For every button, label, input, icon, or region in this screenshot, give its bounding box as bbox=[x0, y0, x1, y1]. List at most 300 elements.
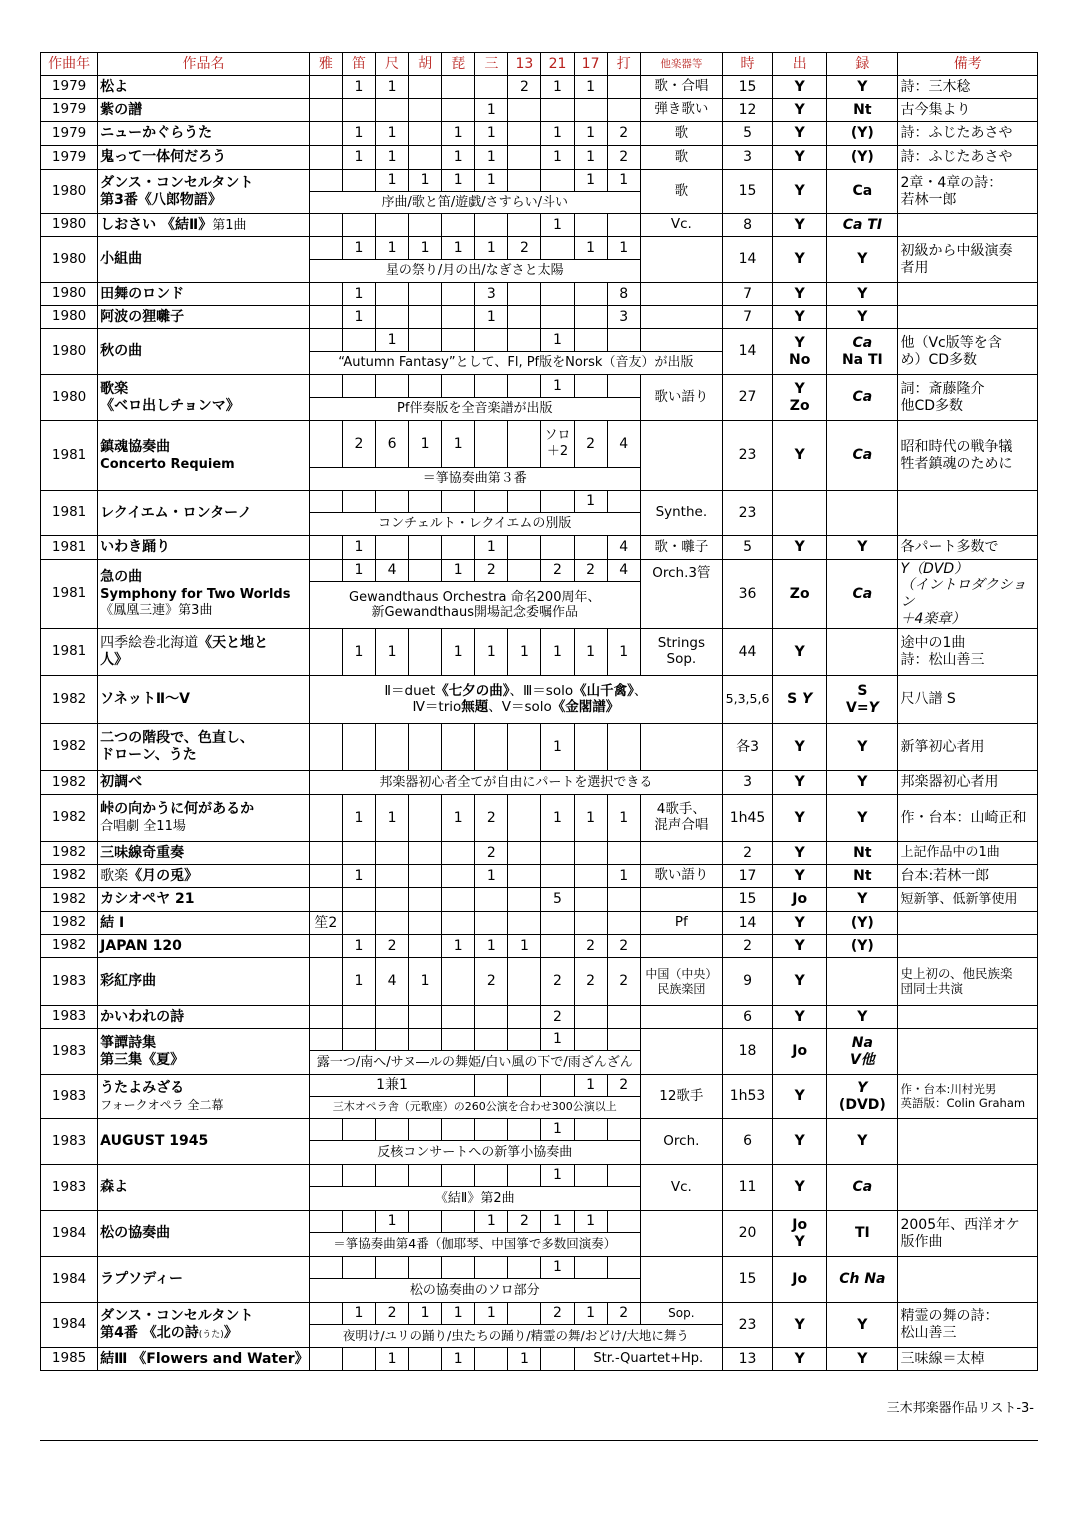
part-cell bbox=[375, 888, 408, 912]
title-text-bold: 《天と地と bbox=[198, 635, 269, 652]
part-cell: 1 bbox=[342, 629, 375, 676]
time-cell: 12 bbox=[722, 99, 772, 122]
part-cell bbox=[409, 795, 442, 842]
part-cell bbox=[607, 842, 640, 865]
part-cell bbox=[442, 724, 475, 771]
part-cell: 1 bbox=[574, 122, 607, 146]
year-cell: 1979 bbox=[41, 99, 98, 122]
roku-cell: Ca bbox=[827, 421, 898, 491]
movement-note: コンチェルト・レクイエムの別版 bbox=[309, 513, 640, 536]
time-cell: 3 bbox=[722, 771, 772, 795]
part-cell: 笙2 bbox=[309, 912, 342, 935]
part-cell: 1 bbox=[475, 1211, 508, 1233]
de-cell: Y bbox=[773, 1075, 827, 1119]
remarks-line: 版作曲 bbox=[900, 1233, 943, 1250]
movement-note: ＝箏協奏曲第4番（伽耶琴、中国箏で多数回演奏） bbox=[309, 1233, 640, 1257]
year-cell: 1983 bbox=[41, 1006, 98, 1029]
remarks-line: 若林一郎 bbox=[900, 191, 957, 208]
part-cell: 2 bbox=[607, 1075, 640, 1097]
part-cell: 1 bbox=[607, 865, 640, 888]
time-cell: 2 bbox=[722, 935, 772, 958]
de-cell: Y bbox=[773, 122, 827, 146]
part-cell: ソロ＋2 bbox=[541, 421, 574, 468]
table-row bbox=[41, 1348, 1038, 1371]
part-cell bbox=[375, 1119, 408, 1141]
title-text: 歌楽 bbox=[100, 380, 129, 397]
other-instr-cell bbox=[640, 1211, 722, 1257]
table-row bbox=[41, 1211, 1038, 1233]
time-cell: 11 bbox=[722, 1165, 772, 1211]
part-cell bbox=[342, 724, 375, 771]
remarks-cell: 尺八譜 S bbox=[898, 676, 1038, 724]
part-cell bbox=[309, 1119, 342, 1141]
other-instr-cell: Vc. bbox=[640, 214, 722, 237]
table-row bbox=[41, 1075, 1038, 1097]
part-cell: 2 bbox=[375, 935, 408, 958]
part-cell: 2 bbox=[508, 1211, 541, 1233]
title-text: 彩紅序曲 bbox=[100, 973, 157, 990]
part-cell: 3 bbox=[607, 306, 640, 329]
de-part: Y bbox=[802, 691, 813, 708]
part-cell: 1 bbox=[342, 536, 375, 560]
table-row bbox=[41, 421, 1038, 468]
remarks-cell bbox=[898, 1029, 1038, 1075]
part-cell bbox=[375, 306, 408, 329]
part-cell: 1 bbox=[342, 283, 375, 306]
title-cell bbox=[98, 1075, 310, 1119]
remarks-cell: 短新箏、低新箏使用 bbox=[898, 888, 1038, 912]
remarks-cell: 詩：三木稔 bbox=[898, 76, 1038, 99]
time-cell: 6 bbox=[722, 1119, 772, 1165]
part-cell bbox=[541, 1348, 574, 1371]
de-cell: Y bbox=[773, 912, 827, 935]
part-cell bbox=[541, 283, 574, 306]
part-cell: 1 bbox=[409, 958, 442, 1006]
part-cell bbox=[607, 329, 640, 352]
part-cell: 1 bbox=[574, 170, 607, 192]
part-cell bbox=[508, 560, 541, 582]
part-cell bbox=[342, 329, 375, 352]
part-cell: 2 bbox=[541, 1303, 574, 1325]
time-cell: 各3 bbox=[722, 724, 772, 771]
other-instr-cell bbox=[640, 329, 722, 352]
header-row bbox=[41, 53, 1038, 76]
title-cell bbox=[98, 1006, 310, 1029]
roku-line: (DVD) bbox=[838, 1096, 886, 1113]
time-cell: 7 bbox=[722, 283, 772, 306]
table-row bbox=[41, 888, 1038, 912]
note-part: Ⅳ＝trio bbox=[412, 698, 462, 715]
title-cell bbox=[98, 170, 310, 214]
remarks-line: 作・台本:川村光男 bbox=[900, 1081, 997, 1096]
part-cell: 1 bbox=[574, 1211, 607, 1233]
year-cell: 1982 bbox=[41, 888, 98, 912]
part-cell bbox=[607, 1257, 640, 1279]
roku-cell bbox=[827, 329, 898, 375]
remarks-cell bbox=[898, 421, 1038, 491]
remarks-line: （イントロダクション bbox=[900, 577, 1027, 610]
part-cell bbox=[607, 76, 640, 99]
de-cell: Y bbox=[773, 771, 827, 795]
part-cell: 8 bbox=[607, 283, 640, 306]
part-cell bbox=[409, 122, 442, 146]
year-cell: 1979 bbox=[41, 146, 98, 170]
part-cell bbox=[508, 958, 541, 1006]
time-cell: 15 bbox=[722, 170, 772, 214]
time-cell: 15 bbox=[722, 76, 772, 99]
roku-cell: Y bbox=[827, 1006, 898, 1029]
part-cell: 1 bbox=[375, 170, 408, 192]
time-cell: 7 bbox=[722, 306, 772, 329]
table-row bbox=[41, 491, 1038, 513]
table-row bbox=[41, 283, 1038, 306]
title-text: ソネットⅡ～Ⅴ bbox=[100, 691, 190, 708]
part-cell bbox=[342, 170, 375, 192]
title-text-2: 人》 bbox=[100, 652, 129, 668]
part-cell bbox=[375, 283, 408, 306]
part-cell bbox=[409, 1029, 442, 1051]
part-cell: 2 bbox=[574, 958, 607, 1006]
title-text: 初調べ bbox=[100, 774, 143, 791]
part-cell bbox=[475, 329, 508, 352]
year-cell: 1983 bbox=[41, 1165, 98, 1211]
title-cell bbox=[98, 214, 310, 237]
part-cell: 1 bbox=[541, 1165, 574, 1187]
title-text-3: 《鳳凰三連》第3曲 bbox=[100, 603, 213, 619]
title-cell bbox=[98, 283, 310, 306]
de-line: No bbox=[789, 351, 811, 368]
part-cell: 1 bbox=[375, 76, 408, 99]
title-prefix: 歌楽 bbox=[100, 867, 129, 884]
table-row bbox=[41, 560, 1038, 582]
part-cell: 1 bbox=[409, 237, 442, 260]
part-cell: 1 bbox=[342, 306, 375, 329]
part-cell: 1 bbox=[508, 935, 541, 958]
title-cell bbox=[98, 329, 310, 375]
part-cell: 1 bbox=[442, 122, 475, 146]
col-13-header: 13 bbox=[508, 53, 541, 76]
table-row bbox=[41, 771, 1038, 795]
part-cell bbox=[508, 1257, 541, 1279]
part-cell bbox=[475, 1075, 508, 1097]
part-cell bbox=[409, 283, 442, 306]
movement-note: 序曲/歌と笛/遊戯/さすらい/斗い bbox=[309, 192, 640, 214]
title-text: ニューかぐらうた bbox=[100, 125, 213, 142]
other-instr-cell: 歌い語り bbox=[640, 865, 722, 888]
time-cell: 14 bbox=[722, 329, 772, 375]
part-cell bbox=[409, 146, 442, 170]
roku-cell: Y bbox=[827, 237, 898, 283]
part-cell bbox=[607, 99, 640, 122]
part-cell bbox=[309, 214, 342, 237]
remarks-cell bbox=[898, 1006, 1038, 1029]
de-cell: Y bbox=[773, 1119, 827, 1165]
part-cell: 1 bbox=[607, 237, 640, 260]
remarks-line: 他（Vc版等を含 bbox=[900, 334, 1002, 351]
de-cell bbox=[773, 329, 827, 375]
roku-cell: (Y) bbox=[827, 146, 898, 170]
part-cell bbox=[309, 1006, 342, 1029]
part-cell: 1 bbox=[508, 629, 541, 676]
de-line: Zo bbox=[789, 397, 810, 414]
title-cell bbox=[98, 912, 310, 935]
roku-cell: Y bbox=[827, 888, 898, 912]
part-cell bbox=[309, 237, 342, 260]
part-cell bbox=[409, 1211, 442, 1233]
part-cell bbox=[309, 865, 342, 888]
title-text: 森よ bbox=[100, 1179, 129, 1196]
remarks-cell: 上記作品中の1曲 bbox=[898, 842, 1038, 865]
title-text-2: 合唱劇 全11場 bbox=[100, 819, 186, 834]
year-cell: 1979 bbox=[41, 122, 98, 146]
part-cell: 2 bbox=[541, 1006, 574, 1029]
part-cell bbox=[309, 536, 342, 560]
part-cell bbox=[475, 1006, 508, 1029]
part-cell bbox=[508, 99, 541, 122]
other-instr-cell bbox=[640, 1006, 722, 1029]
col-roku-header: 録 bbox=[827, 53, 898, 76]
part-cell bbox=[442, 1211, 475, 1233]
part-cell: 1 bbox=[375, 237, 408, 260]
movement-note: 星の祭り/月の出/なぎさと太陽 bbox=[309, 260, 640, 283]
note-part: 、Ⅲ＝solo bbox=[509, 682, 574, 699]
part-cell bbox=[541, 306, 574, 329]
de-cell: Y bbox=[773, 724, 827, 771]
other-instr-cell bbox=[640, 237, 722, 283]
part-cell: 2 bbox=[541, 958, 574, 1006]
other-instr-cell: 歌・囃子 bbox=[640, 536, 722, 560]
part-cell: 1 bbox=[475, 122, 508, 146]
part-cell: 1 bbox=[342, 935, 375, 958]
other-instr-cell: Sop. bbox=[640, 1303, 722, 1325]
other-instr-cell bbox=[640, 724, 722, 771]
part-cell bbox=[508, 536, 541, 560]
title-text: 松の協奏曲 bbox=[100, 1225, 171, 1242]
part-cell bbox=[607, 912, 640, 935]
part-cell bbox=[574, 724, 607, 771]
part-cell bbox=[442, 865, 475, 888]
remarks-cell bbox=[898, 935, 1038, 958]
part-cell bbox=[309, 724, 342, 771]
part-cell bbox=[409, 842, 442, 865]
de-cell bbox=[773, 491, 827, 536]
part-cell bbox=[375, 865, 408, 888]
col-remarks-header: 備考 bbox=[898, 53, 1038, 76]
table-row bbox=[41, 935, 1038, 958]
part-cell bbox=[541, 237, 574, 260]
part-cell bbox=[409, 724, 442, 771]
year-cell: 1981 bbox=[41, 536, 98, 560]
part-cell: 1 bbox=[375, 122, 408, 146]
roku-cell: Ca bbox=[827, 560, 898, 629]
part-cell bbox=[607, 888, 640, 912]
part-cell bbox=[574, 1119, 607, 1141]
part-cell bbox=[309, 888, 342, 912]
movement-note bbox=[309, 676, 722, 724]
title-cell bbox=[98, 771, 310, 795]
part-cell bbox=[574, 329, 607, 352]
roku-line: Y bbox=[857, 1079, 868, 1096]
movement-note: 反核コンサートへの新箏小協奏曲 bbox=[309, 1141, 640, 1165]
time-cell: 17 bbox=[722, 865, 772, 888]
part-cell: 1 bbox=[442, 170, 475, 192]
note-part: 《七夕の曲》 bbox=[435, 682, 510, 699]
time-cell: 14 bbox=[722, 237, 772, 283]
title-cell bbox=[98, 122, 310, 146]
part-cell bbox=[475, 491, 508, 513]
remarks-cell bbox=[898, 1303, 1038, 1348]
de-cell: Y bbox=[773, 1303, 827, 1348]
table-row bbox=[41, 146, 1038, 170]
part-cell: 1 bbox=[541, 1029, 574, 1051]
part-cell bbox=[342, 1006, 375, 1029]
de-cell: Y bbox=[773, 842, 827, 865]
roku-cell: Y bbox=[827, 1119, 898, 1165]
part-cell bbox=[574, 1165, 607, 1187]
year-cell: 1979 bbox=[41, 76, 98, 99]
part-cell: 1 bbox=[541, 795, 574, 842]
year-cell: 1983 bbox=[41, 1029, 98, 1075]
part-cell bbox=[442, 1119, 475, 1141]
part-cell bbox=[409, 865, 442, 888]
col-ko-header: 胡 bbox=[409, 53, 442, 76]
part-cell bbox=[508, 912, 541, 935]
movement-note bbox=[309, 582, 640, 629]
other-line: Sop. bbox=[666, 651, 697, 667]
time-cell: 27 bbox=[722, 375, 772, 421]
part-cell bbox=[409, 560, 442, 582]
title-cell bbox=[98, 1165, 310, 1211]
de-cell: Y bbox=[773, 958, 827, 1006]
roku-part: Y bbox=[868, 699, 879, 716]
remarks-line: 松山善三 bbox=[900, 1325, 957, 1341]
part-cell bbox=[574, 306, 607, 329]
remarks-line: 牲者鎮魂のために bbox=[900, 455, 1013, 472]
title-text: いわき踊り bbox=[100, 539, 171, 556]
remarks-line: 英語版：Colin Graham bbox=[900, 1095, 1026, 1110]
part-cell bbox=[508, 122, 541, 146]
part-cell: 1 bbox=[409, 421, 442, 468]
title-cell bbox=[98, 375, 310, 421]
part-cell bbox=[442, 491, 475, 513]
remarks-cell bbox=[898, 170, 1038, 214]
part-cell bbox=[574, 375, 607, 398]
de-cell: Y bbox=[773, 214, 827, 237]
part-cell bbox=[342, 1257, 375, 1279]
part-cell bbox=[309, 99, 342, 122]
title-cell bbox=[98, 958, 310, 1006]
other-instr-cell bbox=[640, 795, 722, 842]
part-cell bbox=[508, 724, 541, 771]
title-text: うたよみざる bbox=[100, 1079, 185, 1096]
other-line: 4歌手、 bbox=[656, 801, 706, 818]
title-text: JAPAN 120 bbox=[100, 937, 182, 954]
other-instr-cell: 歌 bbox=[640, 122, 722, 146]
year-cell: 1982 bbox=[41, 676, 98, 724]
time-cell: 23 bbox=[722, 491, 772, 536]
other-instr-cell: 12歌手 bbox=[640, 1075, 722, 1119]
time-cell: 18 bbox=[722, 1029, 772, 1075]
part-cell: 1 bbox=[475, 99, 508, 122]
part-cell: 1 bbox=[375, 795, 408, 842]
part-cell bbox=[309, 283, 342, 306]
part-cell bbox=[442, 99, 475, 122]
remarks-cell bbox=[898, 629, 1038, 676]
part-cell: 1 bbox=[574, 76, 607, 99]
other-instr-cell bbox=[640, 283, 722, 306]
movement-note: 三木オペラ舎（元歌座）の260公演を合わせ300公演以上 bbox=[309, 1097, 640, 1119]
note-part: 、 bbox=[633, 682, 648, 699]
works-table bbox=[40, 52, 1038, 1371]
remarks-line: 詩：松山善三 bbox=[900, 652, 985, 668]
title-text: 鬼って一体何だろう bbox=[100, 149, 227, 166]
title-text: 鎮魂協奏曲 bbox=[100, 438, 171, 455]
movement-note: Pf伴奏版を全音楽譜が出版 bbox=[309, 398, 640, 421]
remarks-cell bbox=[898, 306, 1038, 329]
part-cell: 1 bbox=[541, 1257, 574, 1279]
roku-cell: Ca TI bbox=[827, 214, 898, 237]
part-cell: 1 bbox=[475, 170, 508, 192]
page-footer: 三木邦楽器作品リスト-3- bbox=[886, 1401, 1034, 1416]
other-instr-cell: Vc. bbox=[640, 1165, 722, 1211]
part-cell: 1 bbox=[607, 795, 640, 842]
part-cell bbox=[574, 1257, 607, 1279]
table-row bbox=[41, 214, 1038, 237]
part-cell bbox=[309, 329, 342, 352]
part-cell: 1 bbox=[574, 491, 607, 513]
time-cell: 1h45 bbox=[722, 795, 772, 842]
part-cell: 1 bbox=[607, 629, 640, 676]
part-cell: 1 bbox=[541, 76, 574, 99]
title-cell bbox=[98, 795, 310, 842]
part-cell bbox=[342, 1165, 375, 1187]
remarks-cell: 台本:若林一郎 bbox=[898, 865, 1038, 888]
remarks-cell bbox=[898, 560, 1038, 629]
part-cell bbox=[475, 421, 508, 468]
part-cell: 1 bbox=[541, 629, 574, 676]
part-cell bbox=[574, 1029, 607, 1051]
de-cell: Y bbox=[773, 146, 827, 170]
title-text: 田舞のロンド bbox=[100, 285, 185, 302]
roku-cell: Y bbox=[827, 795, 898, 842]
year-cell: 1980 bbox=[41, 306, 98, 329]
note-part: 無題 bbox=[461, 698, 489, 715]
part-cell bbox=[475, 1165, 508, 1187]
part-cell bbox=[342, 375, 375, 398]
remarks-cell bbox=[898, 1165, 1038, 1211]
title-ruby: (うた) bbox=[198, 1330, 224, 1340]
other-instr-cell: 弾き歌い bbox=[640, 99, 722, 122]
part-cell bbox=[541, 842, 574, 865]
table-row bbox=[41, 842, 1038, 865]
table-row bbox=[41, 329, 1038, 352]
remarks-line: 昭和時代の戦争犠 bbox=[900, 438, 1013, 455]
part-cell bbox=[309, 1165, 342, 1187]
table-row bbox=[41, 99, 1038, 122]
other-instr-cell: 歌 bbox=[640, 146, 722, 170]
part-cell bbox=[508, 1165, 541, 1187]
part-cell bbox=[475, 912, 508, 935]
de-cell: Y bbox=[773, 629, 827, 676]
part-cell: 5 bbox=[541, 888, 574, 912]
time-cell: 20 bbox=[722, 1211, 772, 1257]
part-cell: 2 bbox=[342, 421, 375, 468]
part-cell bbox=[409, 375, 442, 398]
part-cell: 2 bbox=[607, 935, 640, 958]
table-row bbox=[41, 676, 1038, 724]
de-cell: Y bbox=[773, 421, 827, 491]
time-cell: 5,3,5,6 bbox=[722, 676, 772, 724]
